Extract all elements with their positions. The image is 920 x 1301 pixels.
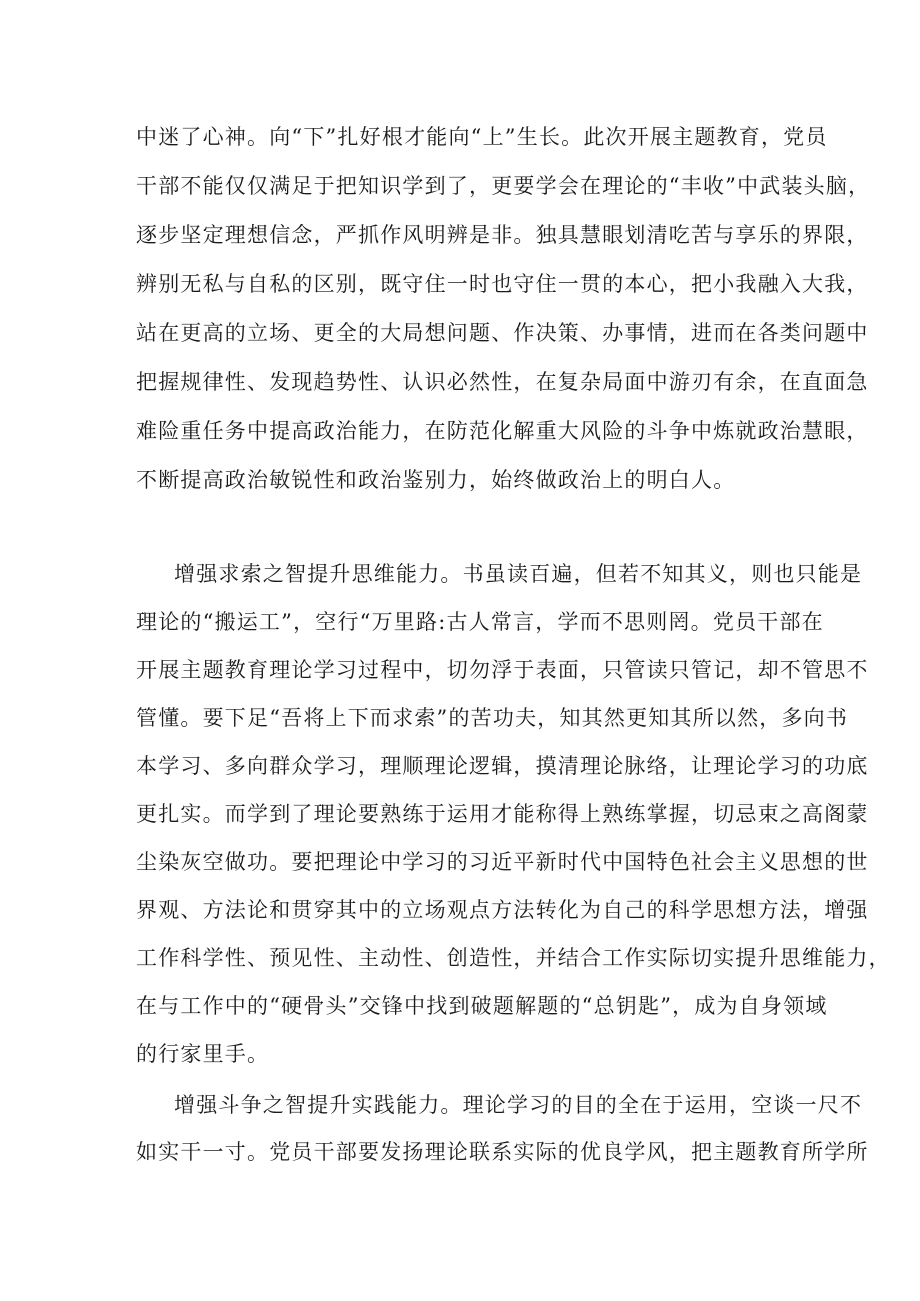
text-line: 开展主题教育理论学习过程中，切勿浮于表面，只管读只管记，却不管思不 <box>136 658 869 682</box>
text-line: 界观、方法论和贯穿其中的立场观点方法转化为自己的科学思想方法，增强 <box>136 898 869 922</box>
text-line: 站在更高的立场、更全的大局想问题、作决策、办事情，进而在各类问题中 <box>136 321 869 345</box>
text-line: 不断提高政治敏锐性和政治鉴别力，始终做政治上的明白人。 <box>136 468 736 492</box>
text-line: 中迷了心神。向“下”扎好根才能向“上”生长。此次开展主题教育，党员 <box>136 125 828 149</box>
text-line: 尘染灰空做功。要把理论中学习的习近平新时代中国特色社会主义思想的世 <box>136 850 869 874</box>
text-line: 增强求索之智提升思维能力。书虽读百遍，但若不知其义，则也只能是 <box>174 562 863 586</box>
text-line: 管懂。要下足“吾将上下而求索”的苦功夫，知其然更知其所以然，多向书 <box>136 706 849 730</box>
text-line: 辨别无私与自私的区别，既守住一时也守住一贯的本心，把小我融入大我， <box>136 272 869 296</box>
text-line: 难险重任务中提高政治能力，在防范化解重大风险的斗争中炼就政治慧眼， <box>136 419 869 443</box>
text-line: 本学习、多向群众学习，理顺理论逻辑，摸清理论脉络，让理论学习的功底 <box>136 754 869 778</box>
text-line: 更扎实。而学到了理论要熟练于运用才能称得上熟练掌握，切忌束之高阁蒙 <box>136 802 869 826</box>
text-line: 如实干一寸。党员干部要发扬理论联系实际的优良学风，把主题教育所学所 <box>136 1140 869 1164</box>
text-line: 增强斗争之智提升实践能力。理论学习的目的全在于运用，空谈一尺不 <box>174 1093 863 1117</box>
text-line: 干部不能仅仅满足于把知识学到了，更要学会在理论的“丰收”中武装头脑， <box>136 174 871 198</box>
text-line: 理论的“搬运工”，空行“万里路:古人常言，学而不思则罔。党员干部在 <box>136 610 824 634</box>
text-line: 把握规律性、发现趋势性、认识必然性，在复杂局面中游刃有余，在直面急 <box>136 370 869 394</box>
text-line: 工作科学性、预见性、主动性、创造性，并结合工作实际切实提升思维能力， <box>136 946 891 970</box>
text-line: 的行家里手。 <box>136 1042 270 1066</box>
text-line: 在与工作中的“硬骨头”交锋中找到破题解题的“总钥匙”，成为自身领域 <box>136 994 828 1018</box>
text-line: 逐步坚定理想信念，严抓作风明辨是非。独具慧眼划清吃苦与享乐的界限， <box>136 223 869 247</box>
